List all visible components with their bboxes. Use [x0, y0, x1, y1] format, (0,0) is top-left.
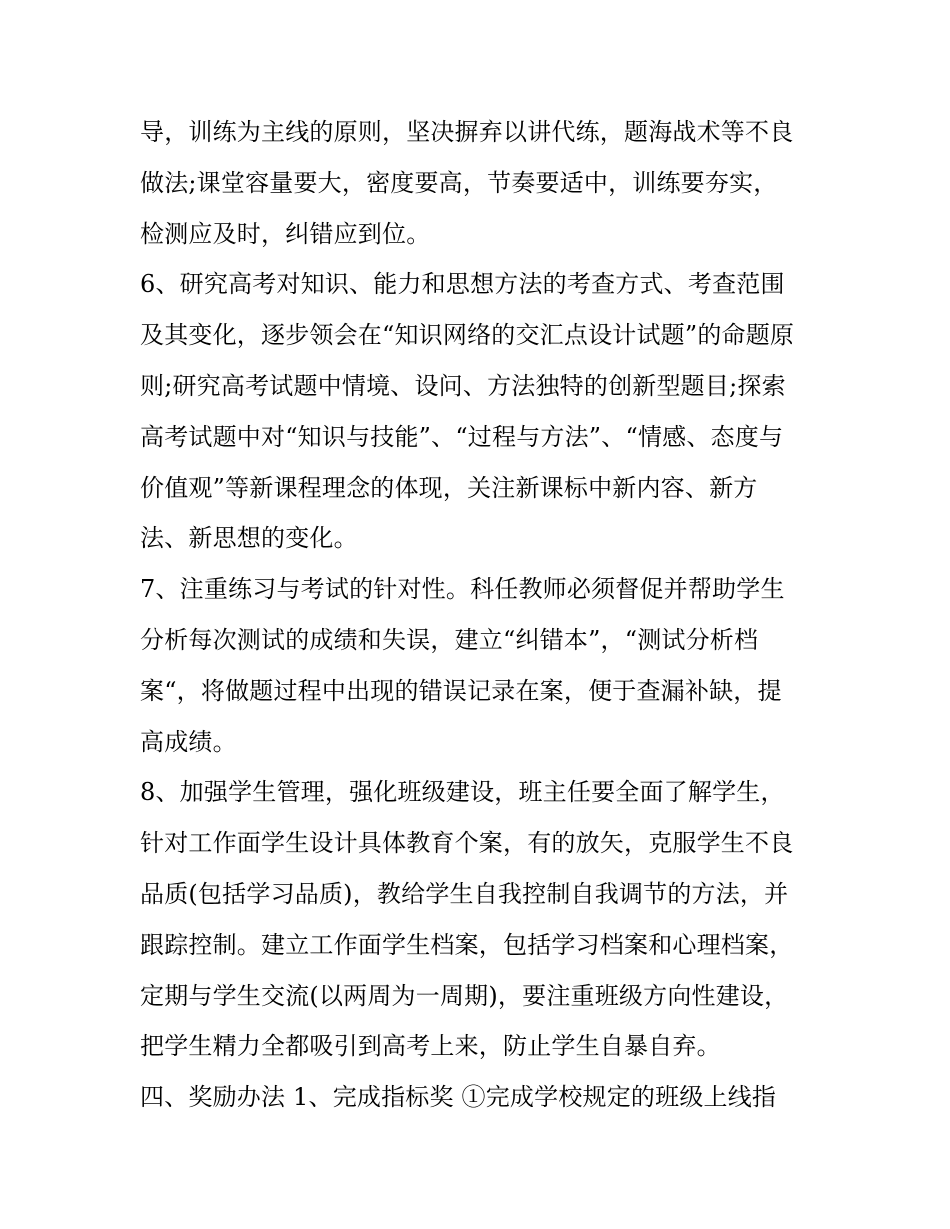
text-line: 7、注重练习与考试的针对性。科任教师必须督促并帮助学生 — [140, 575, 785, 604]
text-line: 针对工作面学生设计具体教育个案，有的放矢，克服学生不良 — [140, 829, 794, 858]
text-line: 及其变化，逐步领会在“知识网络的交汇点设计试题”的命题原 — [140, 321, 795, 350]
text-line: 检测应及时，纠错应到位。 — [140, 219, 431, 248]
text-line: 价值观”等新课程理念的体现，关注新课标中新内容、新方 — [140, 473, 758, 502]
text-line: 6、研究高考对知识、能力和思想方法的考查方式、考查范围 — [140, 270, 785, 299]
text-line: 高考试题中对“知识与技能”、“过程与方法”、“情感、态度与 — [140, 422, 784, 451]
text-line: 则;研究高考试题中情境、设问、方法独特的创新型题目;探索 — [140, 371, 786, 400]
text-line: 案“，将做题过程中出现的错误记录在案，便于查漏补缺，提 — [140, 676, 782, 705]
text-line: 跟踪控制。建立工作面学生档案，包括学习档案和心理档案， — [140, 930, 794, 959]
text-line: 导，训练为主线的原则，坚决摒弃以讲代练，题海战术等不良 — [140, 118, 794, 146]
text-line: 定期与学生交流(以两周为一周期)，要注重班级方向性建设， — [140, 981, 789, 1010]
text-line: 高成绩。 — [140, 727, 237, 756]
text-line: 做法;课堂容量要大，密度要高，节奏要适中，训练要夯实， — [140, 168, 778, 197]
text-line: 品质(包括学习品质)，教给学生自我控制自我调节的方法，并 — [140, 879, 789, 908]
document-text — [140, 107, 820, 1123]
text-line: 法、新思想的变化。 — [140, 524, 358, 553]
text-line: 分析每次测试的成绩和失误，建立“纠错本”，“测试分析档 — [140, 625, 759, 654]
text-line: 把学生精力全都吸引到高考上来，防止学生自暴自弃。 — [140, 1032, 721, 1061]
text-line: 8、加强学生管理，强化班级建设，班主任要全面了解学生， — [140, 778, 785, 807]
text-line: 四、奖励办法 1、完成指标奖 ①完成学校规定的班级上线指 — [140, 1083, 777, 1112]
